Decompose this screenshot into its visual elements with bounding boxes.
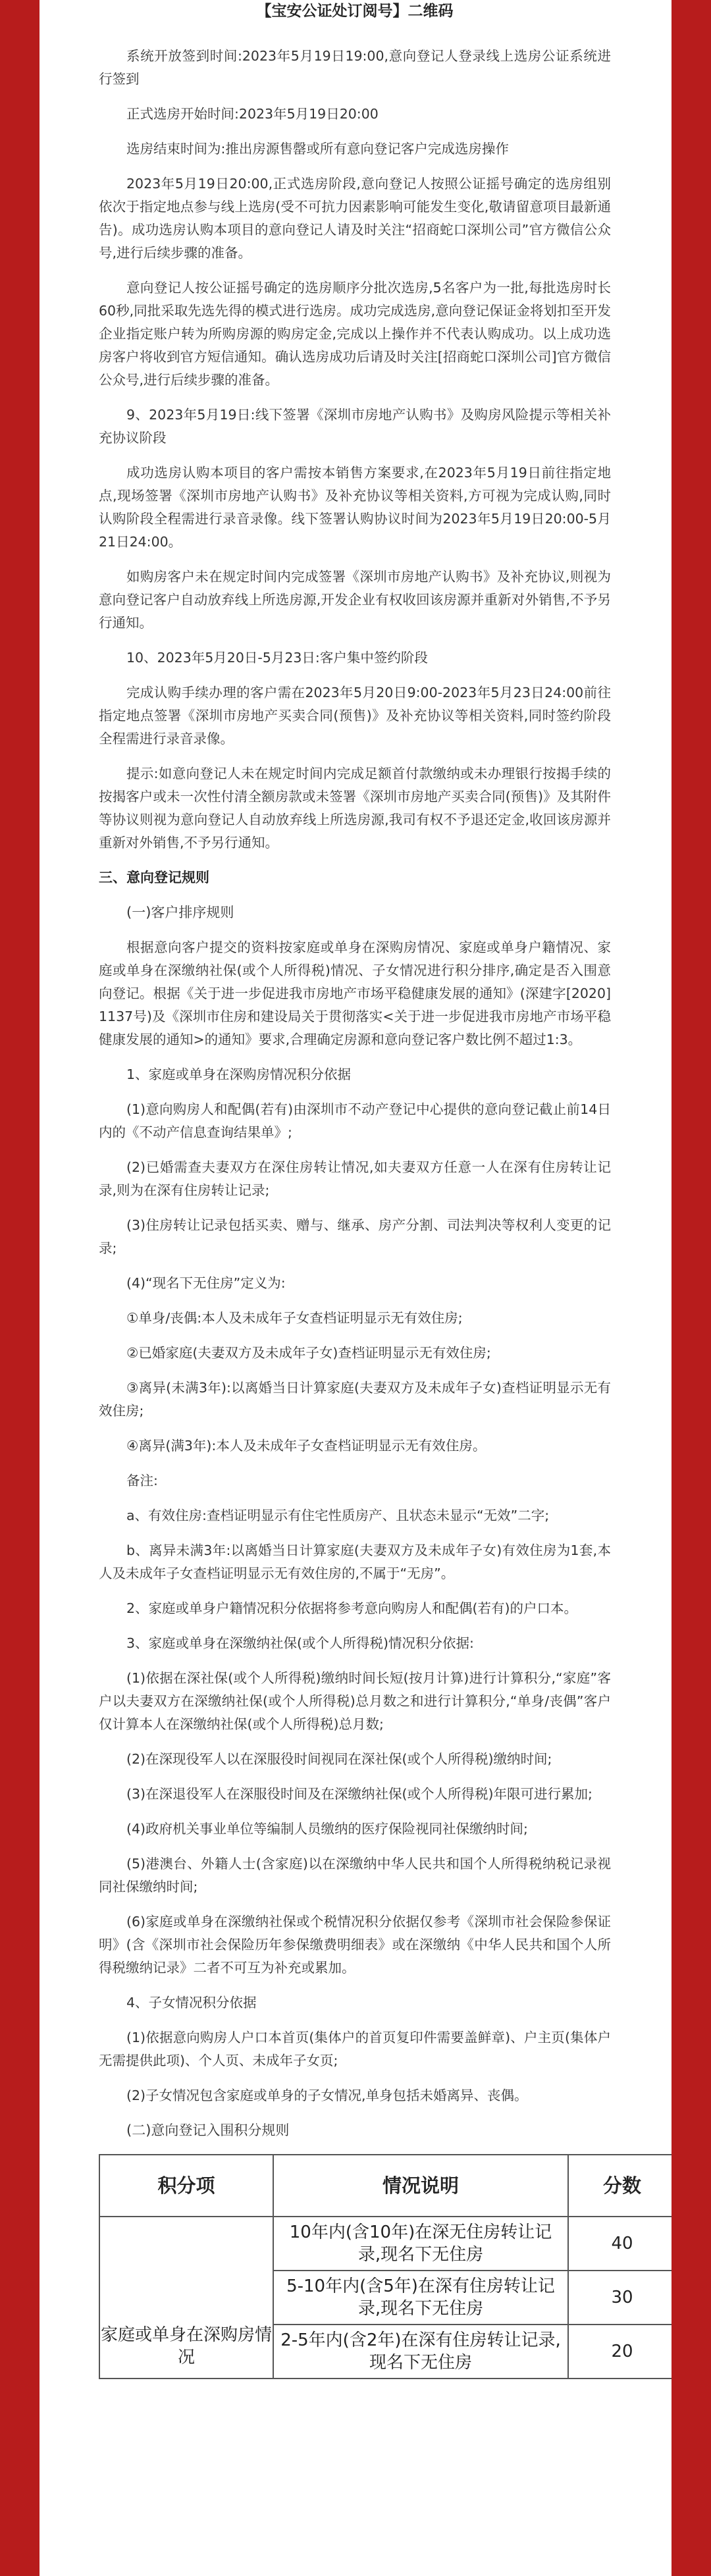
paragraph: ①单身/丧偶:本人及未成年子女查档证明显示无有效住房; [126,1310,463,1326]
table-row [99,2217,672,2271]
right-red-border [672,0,711,2576]
paragraph: 10、2023年5月20日-5月23日:客户集中签约阶段 [126,650,428,666]
table-points-cell: 40 [568,2217,672,2271]
paragraph: 2023年5月19日20:00,正式选房阶段,意向登记人按照公证摇号确定的选房组别依次于指定地点参与线上选房(受不可抗力因素影响可能发生变化,敬请留意项目最新通告)。成功选房认购本项目的意向登记人请及时关注“招商蛇口深圳公司”官方微信公众号,进行后续步骤的准备。 [99,176,611,261]
paragraph: ②已婚家庭(夫妻双方及未成年子女)查档证明显示无有效住房; [126,1345,491,1361]
paragraph: (2)子女情况包含家庭或单身的子女情况,单身包括未婚离异、丧偶。 [126,2088,528,2103]
paragraph: 根据意向客户提交的资料按家庭或单身在深购房情况、家庭或单身户籍情况、家庭或单身在深缴纳社保(或个人所得税)情况、子女情况进行积分排序,确定是否入围意向登记。根据《关于进一步促进我市房地产市场平稳健康发展的通知》(深建字[2020]1137号)及《深圳市住房和建设局关于贯彻落实<关于进一步促进我市房地产市场平稳健康发展的通知>的通知》要求,合理确定房源和意向登记客户数比例不超过1:3。 [99,939,611,1047]
table-desc-cell: 5-10年内(含5年)在深有住房转让记录,现名下无住房 [273,2271,568,2325]
score-table [99,2154,672,2379]
paragraph: 备注: [126,1473,158,1488]
paragraph: (1)意向购房人和配偶(若有)由深圳市不动产登记中心提供的意向登记截止前14日内的《不动产信息查询结果单》; [99,1101,611,1140]
table-header: 情况说明 [273,2155,568,2217]
paragraph: 成功选房认购本项目的客户需按本销售方案要求,在2023年5月19日前往指定地点,现场签署《深圳市房地产认购书》及补充协议等相关资料,方可视为完成认购,同时认购阶段全程需进行录音录像。线下签署认购协议时间为2023年5月19日20:00-5月21日24:00。 [99,465,611,550]
document-body [40,0,672,2576]
paragraph: (4)“现名下无住房”定义为: [126,1275,286,1291]
paragraph: 9、2023年5月19日:线下签署《深圳市房地产认购书》及购房风险提示等相关补充协议阶段 [99,407,611,446]
paragraph: (2)在深现役军人以在深服役时间视同在深社保(或个人所得税)缴纳时间; [126,1751,552,1767]
paragraph: (6)家庭或单身在深缴纳社保或个税情况积分依据仅参考《深圳市社会保险参保证明》(含《深圳市社会保险历年参保缴费明细表》或在深缴纳《中华人民共和国个人所得税缴纳记录》二者不可互为补充或累加。 [99,1914,611,1976]
paragraph: (1)依据在深社保(或个人所得税)缴纳时间长短(按月计算)进行计算积分,“家庭”客户以夫妻双方在深缴纳社保(或个人所得税)总月数之和进行计算积分,“单身/丧偶”客户仅计算本人在深缴纳社保(或个人所得税)总月数; [99,1670,611,1732]
table-header: 分数 [568,2155,672,2217]
table-header: 积分项 [99,2155,273,2217]
paragraph: 选房结束时间为:推出房源售罄或所有意向登记客户完成选房操作 [126,141,509,157]
paragraph: 意向登记人按公证摇号确定的选房顺序分批次选房,5名客户为一批,每批选房时长60秒,同批采取先选先得的模式进行选房。成功完成选房,意向登记保证金将划扣至开发企业指定账户转为所购房源的购房定金,完成以上操作并不代表认购成功。以上成功选房客户将收到官方短信通知。确认选房成功后请及时关注[招商蛇口深圳公司]官方微信公众号,进行后续步骤的准备。 [99,280,611,388]
paragraph: 提示:如意向登记人未在规定时间内完成足额首付款缴纳或未办理银行按揭手续的按揭客户或未一次性付清全额房款或未签署《深圳市房地产买卖合同(预售)》及其附件等协议则视为意向登记人自动放弃线上所选房源,我司有权不予退还定金,收回该房源并重新对外销售,不予另行通知。 [99,766,611,851]
subsection-heading: (一)客户排序规则 [126,905,234,920]
paragraph: (4)政府机关事业单位等编制人员缴纳的医疗保险视同社保缴纳时间; [126,1821,528,1837]
paragraph: 4、子女情况积分依据 [126,1995,257,2011]
page-title: 【宝安公证处订阅号】二维码 [256,3,454,20]
table-category-cell: 家庭或单身在深购房情况 [99,2217,273,2379]
paragraph: 如购房客户未在规定时间内完成签署《深圳市房地产认购书》及补充协议,则视为意向登记客户自动放弃线上所选房源,开发企业有权收回该房源并重新对外销售,不予另行通知。 [99,569,611,631]
paragraph: 完成认购手续办理的客户需在2023年5月20日9:00-2023年5月23日24:00前往指定地点签署《深圳市房地产买卖合同(预售)》及补充协议等相关资料,同时签约阶段全程需进行录音录像。 [99,685,611,747]
paragraph: (1)依据意向购房人户口本首页(集体户的首页复印件需要盖鲜章)、户主页(集体户无需提供此项)、个人页、未成年子女页; [99,2030,611,2068]
table-desc-cell: 10年内(含10年)在深无住房转让记录,现名下无住房 [273,2217,568,2271]
paragraph: ④离异(满3年):本人及未成年子女查档证明显示无有效住房。 [126,1438,487,1454]
paragraph: 2、家庭或单身户籍情况积分依据将参考意向购房人和配偶(若有)的户口本。 [126,1600,578,1616]
paragraph: (5)港澳台、外籍人士(含家庭)以在深缴纳中华人民共和国个人所得税纳税记录视同社保缴纳时间; [99,1856,611,1895]
paragraph: 3、家庭或单身在深缴纳社保(或个人所得税)情况积分依据: [126,1635,474,1651]
paragraph: (3)在深退役军人在深服役时间及在深缴纳社保(或个人所得税)年限可进行累加; [126,1786,592,1802]
section-heading: 三、意向登记规则 [99,870,209,885]
paragraph: 正式选房开始时间:2023年5月19日20:00 [126,106,379,122]
table-points-cell: 30 [568,2271,672,2325]
paragraph: a、有效住房:查档证明显示有住宅性质房产、且状态未显示“无效”二字; [126,1508,550,1523]
paragraph: b、离异未满3年:以离婚当日计算家庭(夫妻双方及未成年子女)有效住房为1套,本人及未成年子女查档证明显示无有效住房的,不属于“无房”。 [99,1542,611,1581]
paragraph: (3)住房转让记录包括买卖、赠与、继承、房产分割、司法判决等权利人变更的记录; [99,1217,611,1256]
table-points-cell: 20 [568,2325,672,2379]
paragraph: (2)已婚需查夫妻双方在深住房转让情况,如夫妻双方任意一人在深有住房转让记录,则为在深有住房转让记录; [99,1159,611,1198]
left-red-border [0,0,40,2576]
paragraph: 系统开放签到时间:2023年5月19日19:00,意向登记人登录线上选房公证系统进行签到 [99,48,611,87]
subsection-heading: (二)意向登记入围积分规则 [126,2122,290,2138]
paragraph: ③离异(未满3年):以离婚当日计算家庭(夫妻双方及未成年子女)查档证明显示无有效住房; [99,1380,611,1419]
table-desc-cell: 2-5年内(含2年)在深有住房转让记录,现名下无住房 [273,2325,568,2379]
table-header-row [99,2155,672,2217]
paragraph: 1、家庭或单身在深购房情况积分依据 [126,1066,352,1082]
